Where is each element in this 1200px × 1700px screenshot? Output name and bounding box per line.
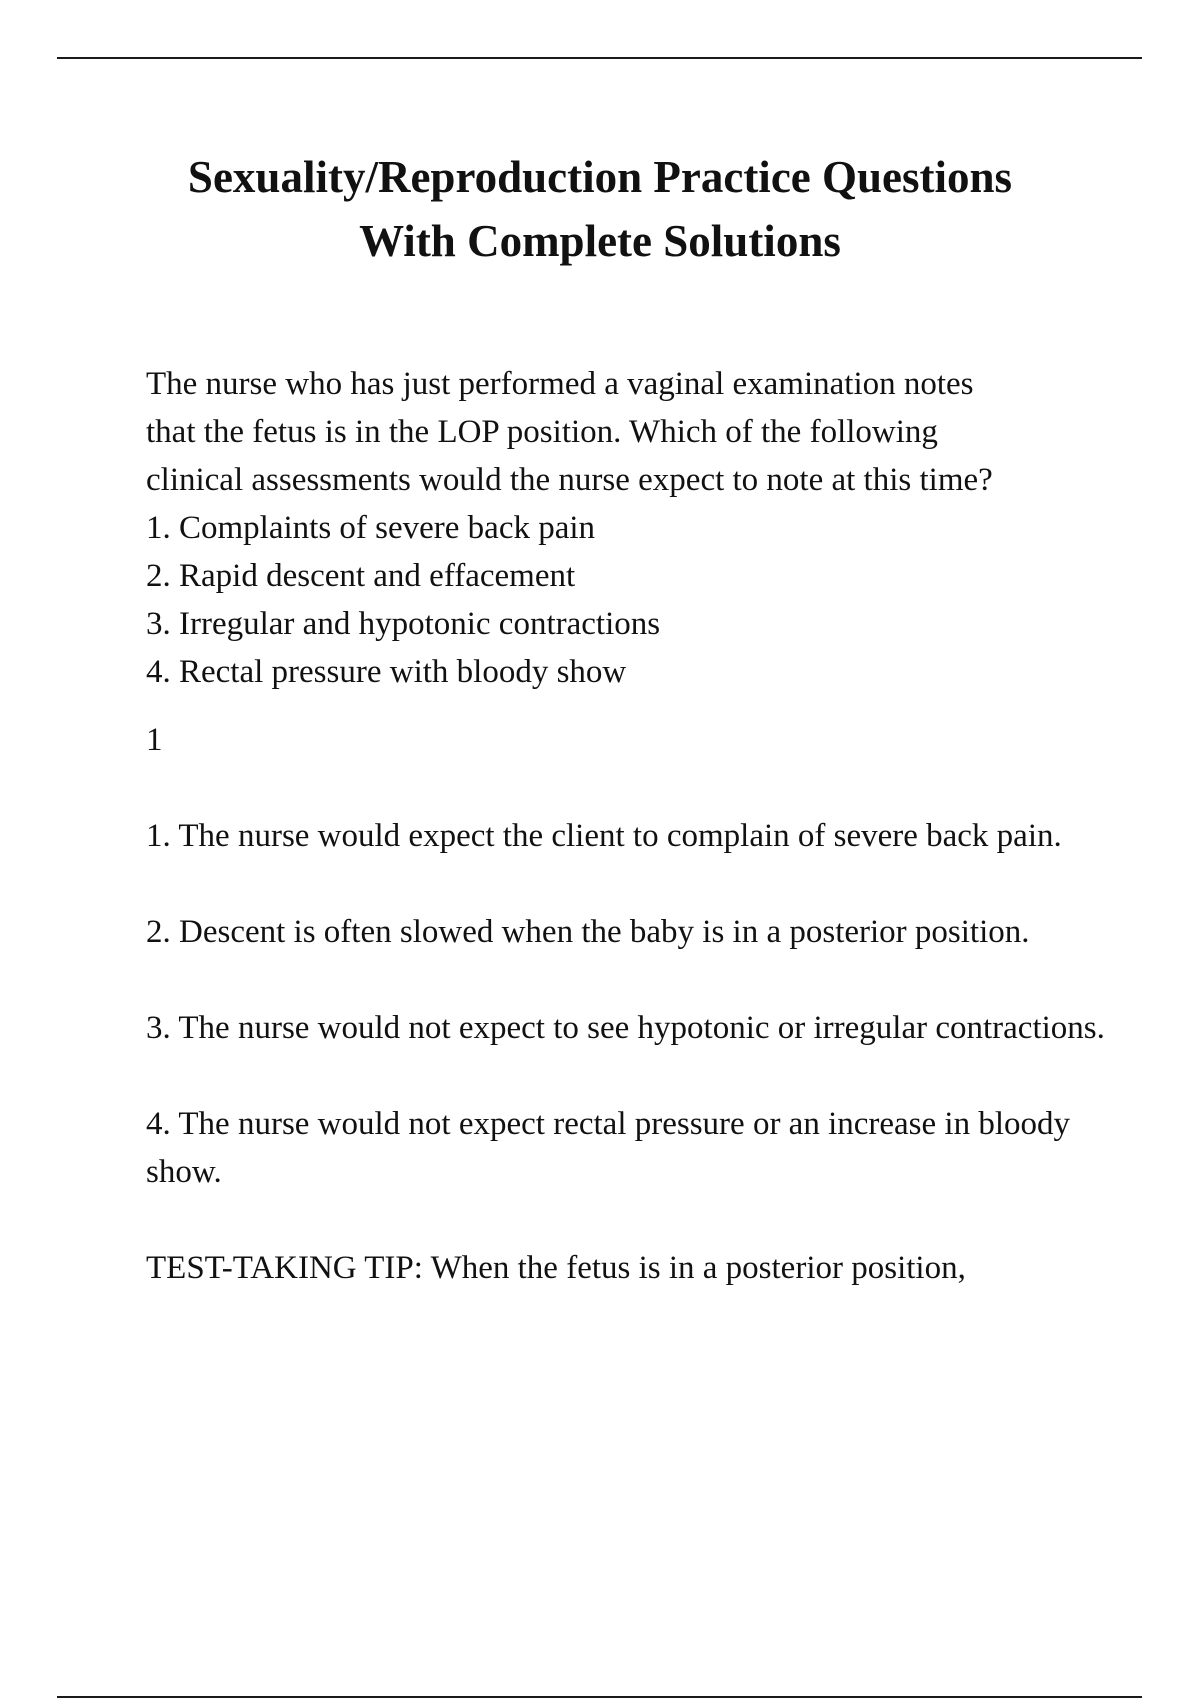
correct-answer: 1 (146, 722, 163, 758)
question-line: that the fetus is in the LOP position. Which of the following (146, 414, 938, 450)
top-rule (57, 57, 1142, 59)
question-content (146, 360, 1106, 1292)
explanation-1: 1. The nurse would expect the client to complain of severe back pain. (146, 818, 1062, 854)
bottom-rule (57, 1696, 1142, 1698)
explanation-4: 4. The nurse would not expect rectal pressure or an increase in bloody show. (146, 1106, 1070, 1190)
option-4: 4. Rectal pressure with bloody show (146, 654, 627, 690)
option-1: 1. Complaints of severe back pain (146, 510, 596, 546)
page-title-line-1: Sexuality/Reproduction Practice Questions (187, 152, 1013, 202)
question-text (146, 360, 1106, 504)
explanation-2: 2. Descent is often slowed when the baby is in a posterior position. (146, 914, 1030, 950)
question-line: The nurse who has just performed a vaginal examination notes (146, 366, 974, 402)
question-line: clinical assessments would the nurse expect to note at this time? (146, 462, 993, 498)
page-title-line-2: With Complete Solutions (359, 216, 841, 266)
option-2: 2. Rapid descent and effacement (146, 558, 576, 594)
explanation-3: 3. The nurse would not expect to see hypotonic or irregular contractions. (146, 1010, 1105, 1046)
answer-options (146, 504, 1106, 696)
test-taking-tip: TEST-TAKING TIP: When the fetus is in a posterior position, (146, 1250, 966, 1286)
option-3: 3. Irregular and hypotonic contractions (146, 606, 661, 642)
page-title (60, 145, 1140, 273)
